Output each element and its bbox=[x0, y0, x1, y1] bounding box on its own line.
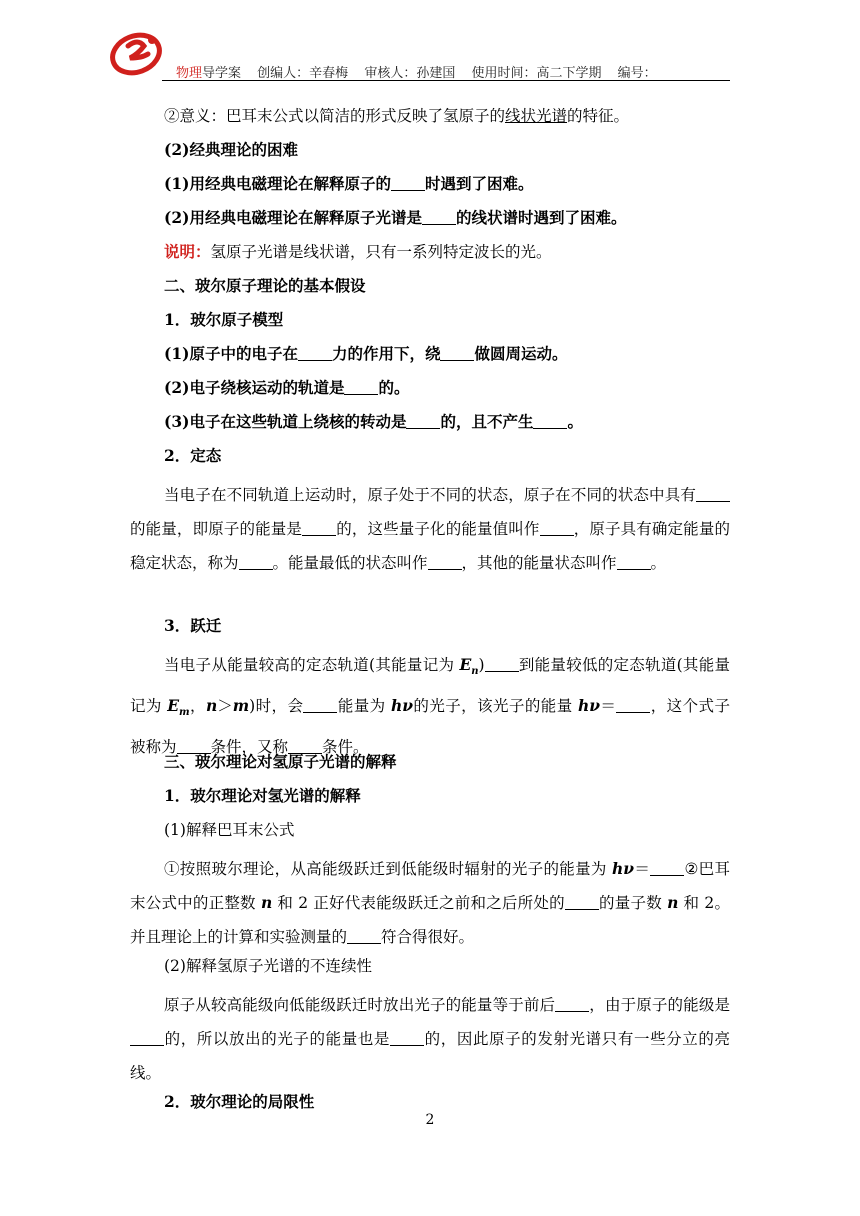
note-label: 说明： bbox=[164, 242, 211, 261]
text: ＞ bbox=[217, 697, 233, 716]
paragraph-discontinuity bbox=[130, 988, 730, 1090]
section-heading-2: 二、玻尔原子理论的基本假设 bbox=[164, 276, 366, 295]
line-5 bbox=[130, 240, 730, 274]
fill-blank[interactable] bbox=[696, 485, 730, 502]
text: 的，因此原子的发射光谱只有一些分立的亮线。 bbox=[130, 1030, 730, 1082]
text: (3)电子在这些轨道上绕核的转动是 bbox=[164, 412, 407, 431]
line-10 bbox=[130, 410, 730, 444]
line-9 bbox=[130, 376, 730, 410]
line-8 bbox=[130, 342, 730, 376]
text: 的，所以放出的光子的能量也是 bbox=[164, 1030, 391, 1048]
text: ，这个式子被称为 bbox=[130, 697, 730, 757]
text: 和 2。并且理论上的计算和实验测量的 bbox=[130, 894, 730, 946]
paragraph-balmer bbox=[130, 852, 730, 954]
text: (1)原子中的电子在 bbox=[164, 344, 298, 363]
text: ，由于原子的能级是 bbox=[589, 996, 730, 1014]
text: 。 bbox=[567, 412, 583, 431]
text: 做圆周运动。 bbox=[474, 344, 568, 363]
fill-blank[interactable] bbox=[422, 208, 456, 225]
text: 氢原子光谱是线状谱，只有一系列特定波长的光。 bbox=[210, 243, 552, 261]
text: 的能量，即原子的能量是 bbox=[130, 520, 303, 538]
text: 的光子，该光子的能量 bbox=[412, 697, 578, 716]
text: 的特征。 bbox=[567, 107, 630, 125]
fill-blank[interactable] bbox=[650, 859, 684, 876]
header-info bbox=[176, 62, 657, 81]
text: 力的作用下，绕 bbox=[331, 344, 441, 363]
fill-blank[interactable] bbox=[555, 995, 589, 1012]
text: )时，会 bbox=[249, 697, 304, 716]
text: 的，且不产生 bbox=[440, 412, 534, 431]
text: 的。 bbox=[378, 378, 410, 397]
fill-blank[interactable] bbox=[391, 174, 425, 191]
header-doc-type: 导学案 bbox=[202, 66, 242, 81]
subheading-bohr-model: 1．玻尔原子模型 bbox=[164, 310, 284, 329]
symbol-subscript: n bbox=[471, 666, 479, 678]
line-2: (2)经典理论的困难 bbox=[164, 140, 298, 159]
subheading-transition: 3．跃迁 bbox=[164, 616, 222, 635]
fill-blank[interactable] bbox=[533, 412, 567, 429]
header-author: 创编人：辛春梅 bbox=[257, 66, 349, 81]
header-divider bbox=[162, 80, 730, 81]
symbol: n bbox=[260, 893, 273, 912]
section-heading-3: 三、玻尔理论对氢原子光谱的解释 bbox=[164, 752, 397, 771]
text: ， bbox=[189, 697, 206, 716]
text: 和 2 正好代表能级跃迁之前和之后所处的 bbox=[272, 894, 565, 912]
header-subject: 物理 bbox=[176, 66, 203, 81]
header-number: 编号： bbox=[617, 66, 657, 81]
fill-blank[interactable] bbox=[406, 412, 440, 429]
text: 的线状谱时遇到了困难。 bbox=[455, 208, 627, 227]
fill-blank[interactable] bbox=[617, 553, 651, 570]
text: ，原子具有确定能量的稳定状态，称为 bbox=[130, 520, 730, 572]
fill-blank[interactable] bbox=[344, 378, 378, 395]
text: (1)用经典电磁理论在解释原子的 bbox=[164, 174, 391, 193]
fill-blank[interactable] bbox=[616, 696, 650, 713]
text: ②巴耳末公式中的正整数 bbox=[130, 860, 730, 912]
text: 的量子数 bbox=[598, 894, 668, 912]
symbol: E bbox=[167, 696, 180, 716]
fill-blank[interactable] bbox=[565, 893, 599, 910]
subheading-hydrogen-spectrum: 1．玻尔理论对氢光谱的解释 bbox=[164, 786, 361, 805]
header-reviewer: 审核人：孙建国 bbox=[364, 66, 456, 81]
text: ①按照玻尔理论，从高能级跃迁到低能级时辐射的光子的能量为 bbox=[164, 860, 612, 878]
subheading-limitations: 2．玻尔理论的局限性 bbox=[164, 1092, 315, 1111]
paragraph-stationary-state bbox=[130, 478, 730, 614]
fill-blank[interactable] bbox=[302, 519, 336, 536]
text: 当电子从能量较高的定态轨道(其能量记为 bbox=[164, 656, 460, 674]
text: 的，这些量子化的能量值叫作 bbox=[336, 520, 540, 538]
text: 原子从较高能级向低能级跃迁时放出光子的能量等于前后 bbox=[164, 996, 556, 1014]
text: 条件。 bbox=[322, 738, 369, 757]
text: 到能量较低的定态轨道(其能量记为 bbox=[130, 656, 730, 716]
text: (2)电子绕核运动的轨道是 bbox=[164, 378, 345, 397]
symbol: m bbox=[232, 696, 250, 716]
symbol: hν bbox=[390, 696, 413, 716]
line-discontinuity: (2)解释氢原子光谱的不连续性 bbox=[164, 957, 372, 975]
fill-blank[interactable] bbox=[303, 696, 337, 713]
school-logo-icon bbox=[108, 28, 168, 76]
line-1 bbox=[130, 104, 730, 138]
fill-blank[interactable] bbox=[347, 927, 381, 944]
symbol: n bbox=[667, 893, 679, 912]
page-number: 2 bbox=[425, 1112, 435, 1128]
symbol: E bbox=[459, 655, 472, 674]
underlined-term: 线状光谱 bbox=[505, 107, 568, 125]
line-4 bbox=[130, 206, 730, 240]
fill-blank[interactable] bbox=[298, 344, 332, 361]
header-time: 使用时间：高二下学期 bbox=[471, 66, 602, 81]
text: ②意义：巴耳末公式以简洁的形式反映了氢原子的 bbox=[164, 107, 506, 125]
fill-blank[interactable] bbox=[390, 1029, 424, 1046]
text: 能量为 bbox=[337, 697, 391, 716]
fill-blank[interactable] bbox=[239, 553, 273, 570]
text: 。 bbox=[650, 554, 667, 572]
text: ) bbox=[478, 656, 485, 674]
subheading-stationary-state: 2．定态 bbox=[164, 446, 222, 465]
text: 符合得很好。 bbox=[381, 928, 475, 946]
text: ＝ bbox=[634, 860, 651, 878]
document-body bbox=[130, 104, 730, 1124]
fill-blank[interactable] bbox=[485, 655, 519, 672]
symbol: hν bbox=[611, 859, 635, 878]
line-balmer: (1)解释巴耳末公式 bbox=[164, 821, 295, 839]
text: 。能量最低的状态叫作 bbox=[272, 554, 428, 572]
fill-blank[interactable] bbox=[130, 1029, 164, 1046]
text: ＝ bbox=[600, 697, 617, 716]
symbol: hν bbox=[577, 696, 600, 716]
paragraph-transition bbox=[130, 648, 730, 757]
text: (2)用经典电磁理论在解释原子光谱是 bbox=[164, 208, 422, 227]
symbol-subscript: m bbox=[179, 707, 190, 719]
fill-blank[interactable] bbox=[428, 553, 462, 570]
text: 条件，又称 bbox=[210, 738, 289, 757]
text: 时遇到了困难。 bbox=[424, 174, 534, 193]
text: 当电子在不同轨道上运动时，原子处于不同的状态，原子在不同的状态中具有 bbox=[164, 486, 696, 504]
line-3 bbox=[130, 172, 730, 206]
fill-blank[interactable] bbox=[540, 519, 574, 536]
fill-blank[interactable] bbox=[440, 344, 474, 361]
symbol: n bbox=[205, 696, 218, 716]
text: ，其他的能量状态叫作 bbox=[461, 554, 617, 572]
